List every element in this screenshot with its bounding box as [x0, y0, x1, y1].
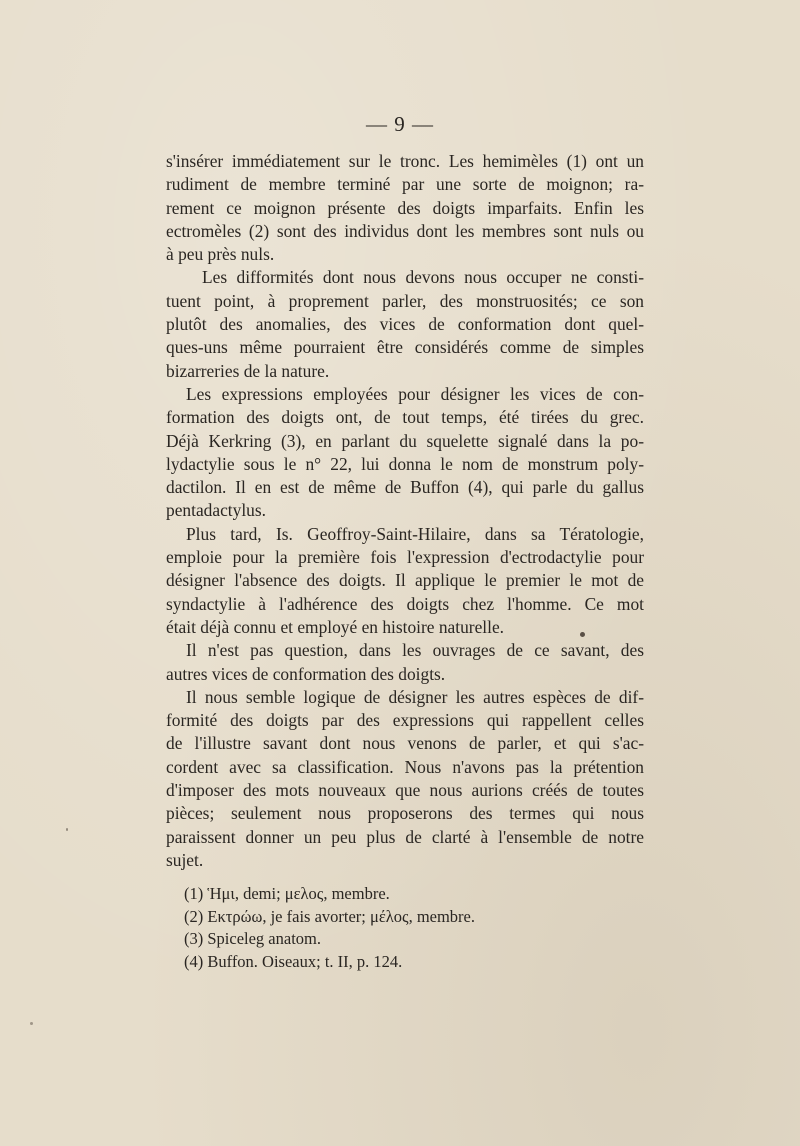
text-line: dactilon. Il en est de même de Buffon (4), qui parle du gallus [166, 477, 644, 498]
text-line: Déjà Kerkring (3), en parlant du squelette signalé dans la po- [166, 430, 644, 451]
paper-speck [30, 1022, 33, 1025]
text-line: rement ce moignon présente des doigts imparfaits. Enfin les [166, 197, 644, 218]
text-line: Les expressions employées pour désigner les vices de con- [186, 383, 644, 404]
text-line: ques-uns même pourraient être considérés comme de simples [166, 337, 644, 358]
text-line: désigner l'absence des doigts. Il applique le premier le mot de [166, 570, 644, 591]
text-line: sujet. [166, 849, 204, 870]
paper-speck [580, 632, 585, 637]
text-line: cordent avec sa classification. Nous n'avons pas la prétention [166, 756, 644, 777]
footnote: (1) Ἡμι, demi; μελος, membre. [184, 884, 390, 903]
text-line: autres vices de conformation des doigts. [166, 663, 446, 684]
text-line: tuent point, à proprement parler, des monstruosités; ce son [166, 290, 644, 311]
text-line: Il n'est pas question, dans les ouvrages de ce savant, des [186, 640, 644, 661]
paper-speck [66, 828, 68, 831]
footnotes [184, 883, 604, 973]
text-line: Plus tard, Is. Geoffroy-Saint-Hilaire, dans sa Tératologie, [186, 523, 644, 544]
body-text [166, 150, 644, 872]
footnote: (4) Buffon. Oiseaux; t. II, p. 124. [184, 951, 403, 971]
text-line: pièces; seulement nous proposerons des termes qui nous [166, 803, 644, 824]
text-line: à peu près nuls. [166, 244, 275, 265]
text-line: formité des doigts par des expressions qui rappellent celles [166, 710, 644, 731]
text-line: lydactylie sous le n° 22, lui donna le nom de monstrum poly- [166, 453, 644, 474]
text-line: pentadactylus. [166, 500, 266, 521]
footnote: (3) Spiceleg anatom. [184, 929, 321, 949]
text-line: était déjà connu et employé en histoire naturelle. [166, 616, 505, 637]
text-line: paraissent donner un peu plus de clarté à l'ensemble de notre [166, 826, 644, 847]
text-line: bizarreries de la nature. [166, 360, 330, 381]
text-line: plutôt des anomalies, des vices de conformation dont quel- [166, 314, 644, 335]
text-line: de l'illustre savant dont nous venons de parler, et qui s'ac- [166, 733, 644, 754]
text-line: formation des doigts ont, de tout temps, été tirées du grec. [166, 407, 644, 428]
text-line: rudiment de membre terminé par une sorte de moignon; ra- [166, 174, 644, 195]
footnote: (2) Εκτρώω, je fais avorter; μέλος, membre. [184, 906, 475, 926]
text-line: Les difformités dont nous devons nous occuper ne consti- [202, 267, 644, 288]
text-line: syndactylie à l'adhérence des doigts chez l'homme. Ce mot [166, 593, 644, 614]
text-line: s'insérer immédiatement sur le tronc. Les hemimèles (1) ont un [166, 151, 644, 171]
text-line: emploie pour la première fois l'expression d'ectrodactylie pour [166, 547, 644, 568]
text-line: d'imposer des mots nouveaux que nous aurions créés de toutes [166, 780, 644, 801]
text-line: ectromèles (2) sont des individus dont les membres sont nuls ou [166, 220, 644, 241]
page-number: — 9 — [366, 112, 434, 136]
text-line: Il nous semble logique de désigner les autres espèces de dif- [186, 686, 644, 707]
